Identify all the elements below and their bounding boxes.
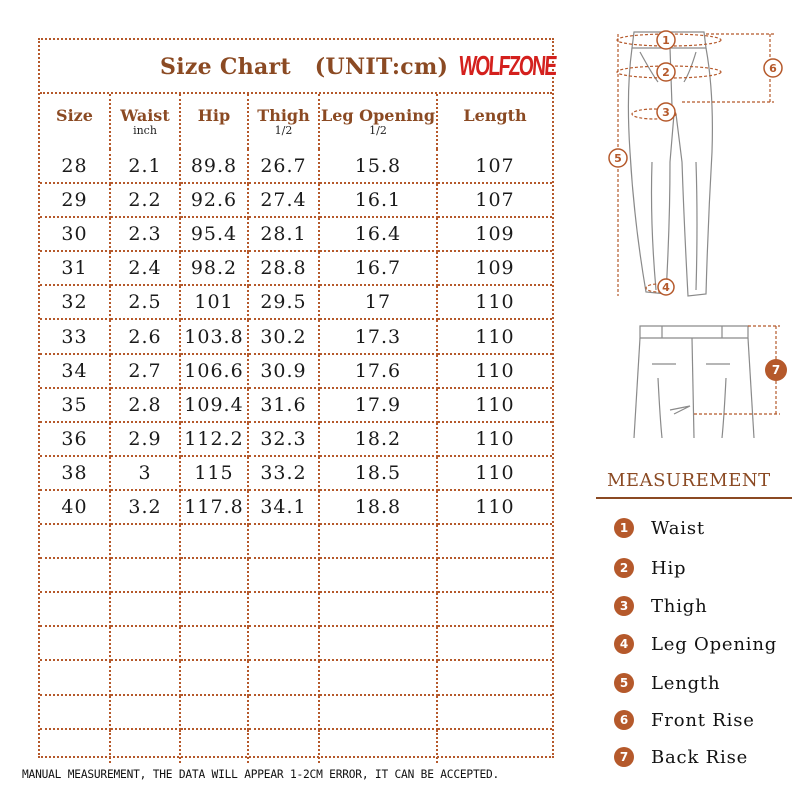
column-header: [248, 94, 319, 149]
size-table: [40, 94, 552, 763]
table-cell: 101: [180, 285, 248, 319]
svg-text:4: 4: [662, 281, 670, 294]
svg-text:1: 1: [662, 34, 670, 47]
marker-length: [609, 149, 627, 167]
svg-text:7: 7: [771, 363, 781, 377]
table-row: [40, 456, 552, 490]
table-cell: 17: [319, 285, 437, 319]
empty-cell: [110, 558, 180, 592]
column-header: [180, 94, 248, 149]
table-cell: 17.3: [319, 319, 437, 353]
empty-table-row: [40, 626, 552, 660]
empty-table-row: [40, 660, 552, 694]
table-cell: 2.5: [110, 285, 180, 319]
brand-logo: WOLFZONE: [457, 52, 557, 83]
column-header-label: Leg Opening: [320, 106, 436, 125]
table-cell: 36: [40, 422, 110, 456]
table-row: [40, 251, 552, 285]
empty-cell: [40, 626, 110, 660]
legend-divider: [596, 497, 792, 499]
legend-label: Front Rise: [651, 709, 755, 731]
table-cell: 110: [437, 422, 552, 456]
table-cell: 38: [40, 456, 110, 490]
table-cell: 33.2: [248, 456, 319, 490]
table-cell: 117.8: [180, 490, 248, 524]
empty-table-row: [40, 558, 552, 592]
empty-cell: [437, 695, 552, 729]
column-header-label: Length: [463, 106, 527, 125]
marker-waist: [657, 31, 675, 49]
legend-number-badge: 2: [614, 558, 634, 578]
table-cell: 35: [40, 388, 110, 422]
table-cell: 17.6: [319, 354, 437, 388]
legend-item: [614, 671, 720, 695]
table-cell: 15.8: [319, 149, 437, 183]
legend-title: MEASUREMENT: [607, 470, 771, 491]
empty-cell: [40, 558, 110, 592]
table-cell: 2.4: [110, 251, 180, 285]
table-cell: 110: [437, 319, 552, 353]
table-cell: 95.4: [180, 217, 248, 251]
trousers-back-diagram: [630, 318, 800, 448]
table-cell: 16.1: [319, 183, 437, 217]
table-cell: 18.5: [319, 456, 437, 490]
empty-cell: [437, 558, 552, 592]
table-cell: 106.6: [180, 354, 248, 388]
table-cell: 115: [180, 456, 248, 490]
table-cell: 28.8: [248, 251, 319, 285]
empty-cell: [319, 660, 437, 694]
empty-table-row: [40, 592, 552, 626]
empty-cell: [180, 626, 248, 660]
table-cell: 30.9: [248, 354, 319, 388]
trousers-front-diagram: [596, 22, 792, 312]
table-cell: 103.8: [180, 319, 248, 353]
empty-table-row: [40, 729, 552, 763]
table-header-row: [40, 94, 552, 149]
legend-item: [614, 556, 686, 580]
table-cell: 110: [437, 490, 552, 524]
empty-cell: [437, 524, 552, 558]
empty-cell: [110, 729, 180, 763]
table-cell: 18.8: [319, 490, 437, 524]
empty-cell: [180, 524, 248, 558]
table-cell: 30: [40, 217, 110, 251]
legend-label: Thigh: [651, 595, 708, 617]
empty-table-row: [40, 695, 552, 729]
column-header: [437, 94, 552, 149]
legend-number-badge: 6: [614, 710, 634, 730]
empty-cell: [40, 660, 110, 694]
empty-cell: [248, 729, 319, 763]
table-cell: 33: [40, 319, 110, 353]
empty-cell: [248, 592, 319, 626]
table-row: [40, 319, 552, 353]
empty-cell: [180, 558, 248, 592]
table-cell: 16.7: [319, 251, 437, 285]
table-cell: 17.9: [319, 388, 437, 422]
empty-cell: [110, 660, 180, 694]
size-chart-table: [38, 38, 557, 758]
svg-text:3: 3: [662, 106, 670, 119]
empty-cell: [40, 729, 110, 763]
empty-cell: [437, 626, 552, 660]
table-cell: 3.2: [110, 490, 180, 524]
empty-cell: [319, 695, 437, 729]
empty-cell: [40, 524, 110, 558]
empty-cell: [248, 695, 319, 729]
table-row: [40, 183, 552, 217]
column-header-unit: 1/2: [369, 124, 387, 137]
empty-cell: [248, 660, 319, 694]
column-header-label: Thigh: [257, 106, 310, 125]
table-cell: 29.5: [248, 285, 319, 319]
marker-front-rise: [764, 59, 782, 77]
column-header-label: Size: [56, 106, 93, 125]
empty-cell: [248, 558, 319, 592]
table-cell: 2.6: [110, 319, 180, 353]
chart-title: Size Chart (UNIT:cm): [160, 54, 449, 80]
legend-item: [614, 708, 755, 732]
chart-title-row: [40, 40, 557, 94]
table-cell: 109.4: [180, 388, 248, 422]
table-cell: 32: [40, 285, 110, 319]
legend-number-badge: 7: [614, 747, 634, 767]
table-cell: 28: [40, 149, 110, 183]
legend-number-badge: 5: [614, 673, 634, 693]
legend-number-badge: 4: [614, 634, 634, 654]
empty-cell: [40, 592, 110, 626]
table-cell: 112.2: [180, 422, 248, 456]
table-cell: 89.8: [180, 149, 248, 183]
table-cell: 110: [437, 456, 552, 490]
empty-cell: [180, 660, 248, 694]
table-cell: 2.2: [110, 183, 180, 217]
table-cell: 3: [110, 456, 180, 490]
table-cell: 34.1: [248, 490, 319, 524]
table-cell: 34: [40, 354, 110, 388]
table-cell: 29: [40, 183, 110, 217]
table-row: [40, 285, 552, 319]
legend-label: Waist: [651, 517, 705, 539]
table-cell: 30.2: [248, 319, 319, 353]
table-cell: 18.2: [319, 422, 437, 456]
marker-leg-opening: [658, 279, 674, 295]
empty-cell: [110, 524, 180, 558]
empty-cell: [180, 592, 248, 626]
legend-label: Leg Opening: [651, 633, 778, 655]
table-cell: 110: [437, 388, 552, 422]
empty-cell: [319, 729, 437, 763]
column-header-label: Waist: [120, 106, 170, 125]
table-cell: 107: [437, 183, 552, 217]
table-cell: 98.2: [180, 251, 248, 285]
empty-cell: [437, 729, 552, 763]
table-row: [40, 388, 552, 422]
empty-cell: [319, 592, 437, 626]
legend-number-badge: 3: [614, 596, 634, 616]
table-cell: 2.8: [110, 388, 180, 422]
legend-item: [614, 745, 748, 769]
legend-item: [614, 516, 705, 540]
table-cell: 2.1: [110, 149, 180, 183]
empty-cell: [437, 660, 552, 694]
empty-cell: [248, 626, 319, 660]
table-cell: 31.6: [248, 388, 319, 422]
legend-label: Back Rise: [651, 746, 749, 768]
marker-hip: [657, 63, 675, 81]
table-row: [40, 149, 552, 183]
empty-cell: [110, 592, 180, 626]
table-cell: 109: [437, 217, 552, 251]
svg-text:6: 6: [769, 62, 777, 75]
table-cell: 110: [437, 354, 552, 388]
marker-thigh: [657, 103, 675, 121]
table-cell: 27.4: [248, 183, 319, 217]
table-cell: 92.6: [180, 183, 248, 217]
svg-text:2: 2: [662, 66, 670, 79]
table-cell: 2.7: [110, 354, 180, 388]
column-header-label: Hip: [197, 106, 231, 125]
empty-cell: [248, 524, 319, 558]
column-header: [319, 94, 437, 149]
empty-cell: [437, 592, 552, 626]
legend-item: [614, 594, 707, 618]
empty-cell: [180, 729, 248, 763]
column-header: [40, 94, 110, 149]
empty-cell: [110, 626, 180, 660]
table-cell: 32.3: [248, 422, 319, 456]
empty-cell: [180, 695, 248, 729]
empty-cell: [319, 558, 437, 592]
table-cell: 107: [437, 149, 552, 183]
marker-back-rise: [765, 359, 787, 381]
legend-number-badge: 1: [614, 518, 634, 538]
empty-cell: [110, 695, 180, 729]
table-cell: 16.4: [319, 217, 437, 251]
table-row: [40, 217, 552, 251]
table-cell: 110: [437, 285, 552, 319]
table-cell: 109: [437, 251, 552, 285]
table-cell: 31: [40, 251, 110, 285]
empty-cell: [40, 695, 110, 729]
empty-cell: [319, 626, 437, 660]
table-cell: 26.7: [248, 149, 319, 183]
empty-cell: [319, 524, 437, 558]
table-cell: 28.1: [248, 217, 319, 251]
legend-label: Hip: [651, 557, 687, 579]
column-header-unit: inch: [133, 124, 157, 137]
svg-text:5: 5: [614, 152, 622, 165]
table-cell: 2.3: [110, 217, 180, 251]
table-row: [40, 490, 552, 524]
table-row: [40, 354, 552, 388]
legend-item: [614, 632, 777, 656]
column-header-unit: 1/2: [274, 124, 293, 137]
empty-table-row: [40, 524, 552, 558]
table-row: [40, 422, 552, 456]
measurement-note: MANUAL MEASUREMENT, THE DATA WILL APPEAR 1-2CM ERROR, IT CAN BE ACCEPTED.: [22, 768, 500, 781]
legend-label: Length: [651, 672, 721, 694]
table-cell: 2.9: [110, 422, 180, 456]
table-cell: 40: [40, 490, 110, 524]
column-header: [110, 94, 180, 149]
